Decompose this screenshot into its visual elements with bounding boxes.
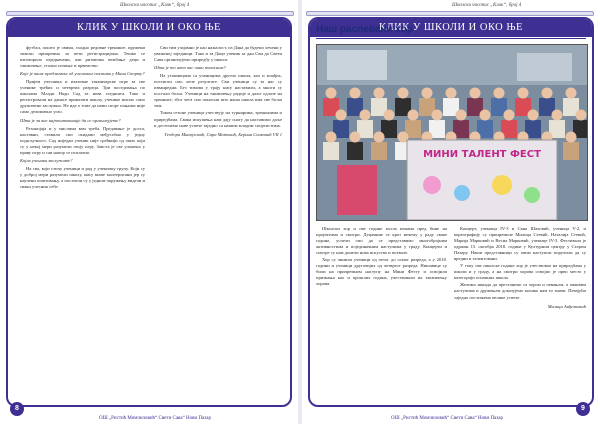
paragraph: Концерт, ученици IV-3 и Сана Шаховић, ученица V-2, и кореографију су припремиле Милица Стевић, Наталија Стевић, Марија Марковић и Весна Марковић, ученице IV-3. Фестивала је одржан 15. октобра 2018. године у Културном центру у Старом Пазару. Наши представници су овим наступом поручили да су вредни и талентовани. (454, 226, 586, 262)
choir-member-face (326, 88, 337, 99)
photo-caption: МИНИ ТАЛЕНТ ФЕСТ (423, 149, 541, 160)
school-footer: ОШ „Ристић Момчиловић“ Свети Сава“ Нови Пазар (391, 416, 503, 421)
choir-member-face (350, 132, 361, 143)
choir-member-face (326, 132, 337, 143)
choir-member-face (494, 88, 505, 99)
choir-member-face (408, 110, 419, 121)
choir-member-face (374, 132, 385, 143)
header-band (6, 11, 294, 16)
paragraph: Хор су чинили ученици од петог до осмог разреда, а у 2018. години и ученици другачијих од четвртог разреда. Нишавице су били на припремном наступу на Мини Фесту и освојили признања као и прошлих година, учествовали на такмичењу хорова. (316, 257, 447, 287)
interview-question: Које је ваше предлагање од учеличког постава у Мини Спорту? (20, 71, 145, 77)
choir-photo (316, 44, 588, 221)
choir-member-face (552, 110, 563, 121)
paragraph: Сви тим узајамно је као нажалост, из Дана да будемо лечени у уваженој заједници. Тако и за Даци ученик за дан Сви да Свети Сава организујемо приредбу у школи. (154, 45, 282, 63)
right-column-1 (316, 226, 447, 384)
page-number: 8 (10, 402, 24, 416)
paragraph: Током сезоне ученици учествују на турнирима, тренинзима и приредбама. Свака искушења нам дају снагу да наставимо даље и досегнемо нове успехе заједно са нашим младим спортистима. (154, 110, 282, 128)
choir-member-face (480, 110, 491, 121)
interview-question: Којих ученика заслужите? (20, 157, 73, 163)
section-title: КЛИК У ШКОЛИ И ОКО ЊЕ (310, 19, 592, 37)
choir-member-face (528, 110, 539, 121)
choir-member-face (456, 110, 467, 121)
choir-member-face (446, 88, 457, 99)
choir-member-face (576, 110, 587, 121)
choir-member-face (566, 88, 577, 99)
choir-member-face (542, 88, 553, 99)
paragraph: На сва, који стичу ученици и рад у ученичку групу. Који су у доброј мери разумели школу, нису више малтерисани јер су научени поштовању, а постигли су у једном окружењу видели и сваки учесник себе. (20, 165, 145, 189)
school-footer: ОШ „Ристић Момчиловић“ Свети Сава“ Нови Пазар (99, 416, 211, 421)
choir-member-face (422, 88, 433, 99)
choir-member-face (384, 110, 395, 121)
paragraph: Пријем учесника и изазовне такмичарске игре за све ученике трећих и четвртих разреда. Три поседовања по школама Млади Нади Сад за нова гледишта. Тако и регистровали на данасе приказати школу, ученике нисмо само друштвено заслужно. Не иде о томе да нови спорт поњима није само делимично угао. (20, 79, 145, 115)
paragraph: футбал, пошто је свима, сходно редовне тренинге, пружени тимско припремно за пети регистрацијама. Тешко се изговорило изједначени, али ритмичко вежбање деци и такмичење, стално почиње и првенство. (20, 45, 145, 69)
choir-member-face (432, 110, 443, 121)
choir-member (323, 142, 339, 160)
article-signature: Милица Анђелковић (547, 303, 586, 309)
paragraph: Школски хор и ове године мсгла иенама пред бине на пројектима и смотри. Децамине се кроз нечему у раду сваке године, успели смо да се представимо многобројним активностима и појединачним наступима у граду. Концерти и смотре су нам донели нова искуства и похвале. (316, 226, 447, 256)
choir-member-face (350, 88, 361, 99)
choir-member (371, 142, 387, 160)
paragraph: Желимо никада да престанемо са хором и певањем, а оваквим наступима и дружењем доказујемо колико нам то значи. Певајући заједно постижемо велике успехе. (454, 282, 586, 300)
left-column-2 (154, 45, 282, 375)
article-signature: Теодора Манојловић, Сара Матовић, Берина Салковић VII 1 (164, 131, 282, 137)
choir-member (563, 142, 579, 160)
choir-member-face (566, 132, 577, 143)
left-frame (6, 17, 292, 407)
choir-member-face (398, 88, 409, 99)
choir-member-face (470, 88, 481, 99)
right-column-2 (454, 226, 586, 384)
title-rule (316, 38, 586, 39)
page-number: 9 (576, 402, 590, 416)
right-page (302, 0, 600, 424)
section-title: КЛИК У ШКОЛИ И ОКО ЊЕ (8, 19, 290, 37)
paragraph: На утакмицама са ученицима других школа, као и млађих, постигли смо лепе резултате. Сви ученици су за нас су изванредни. Без тимова у трају нису наставили, а многи су постали бољи. Ученици на такмичењу радије и даље одлазе на тренинге, због чега смо поносни што наша школа има све бољи тим. (154, 73, 282, 109)
paragraph: У току ове школске године хор је учествовао на приредбама у школи и у граду, а на смотри хорова освојио је прво место у категорији основних школа. (454, 263, 586, 281)
left-column-1 (20, 45, 145, 375)
choir-member-face (374, 88, 385, 99)
running-header: Школски часопис „Клик“, број 4 (120, 3, 190, 8)
interview-question: Шта је то што вас чини поносним? (154, 65, 226, 71)
article-title: Наш распевани хор (316, 24, 413, 35)
choir-member-face (518, 88, 529, 99)
choir-member-face (336, 110, 347, 121)
running-header: Школски часопис „Клик“, број 4 (452, 3, 522, 8)
interview-question: Шта је за вас најпоштованије да се организујете? (20, 117, 121, 123)
paragraph: Реалнојаја и у мислима вам треба. Предавање је доста, наставни, ставили смо скидамо међусобно у једну подкључност. Сад ниједан ученик није срећнији од оних који су у некој мери разумели своју игру. Заиста је све уложено у праву игру и сав напор се исплатио. (20, 125, 145, 155)
choir-member-face (504, 110, 515, 121)
choir-member (347, 142, 363, 160)
header-band (306, 11, 594, 16)
left-page (0, 0, 298, 424)
choir-member-face (360, 110, 371, 121)
